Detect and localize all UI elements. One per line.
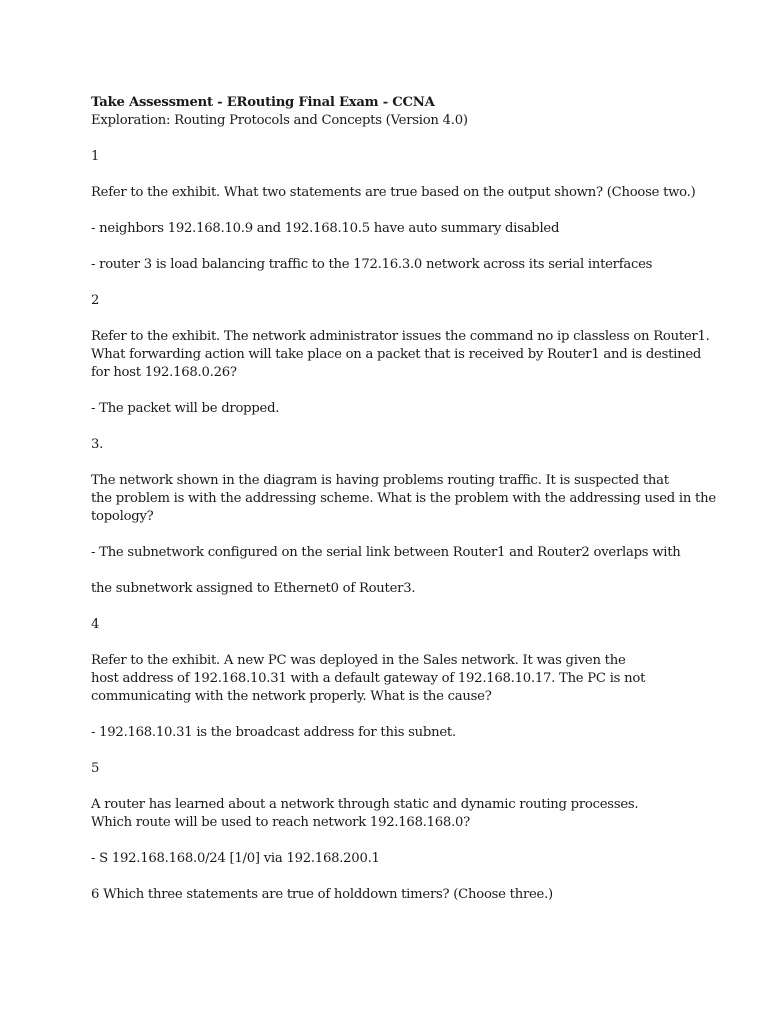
question-number: 1 xyxy=(91,149,100,164)
answer-text: - router 3 is load balancing traffic to the 172.16.3.0 network across its serial interfaces xyxy=(91,257,653,272)
question-text: Refer to the exhibit. What two statements are true based on the output shown? (Choose two.) xyxy=(91,185,696,200)
answer-text: - S 192.168.168.0/24 [1/0] via 192.168.200.1 xyxy=(91,851,380,866)
question-text: What forwarding action will take place on a packet that is received by Router1 and is destined xyxy=(91,347,702,362)
answer-text: - The subnetwork configured on the serial link between Router1 and Router2 overlaps with xyxy=(91,545,681,560)
question-number: 5 xyxy=(91,761,100,776)
document-title: Take Assessment - ERouting Final Exam - CCNA xyxy=(91,95,435,110)
question-number: 3. xyxy=(91,437,104,452)
question-text: host address of 192.168.10.31 with a default gateway of 192.168.10.17. The PC is not xyxy=(91,671,646,686)
question-text: 6 Which three statements are true of holddown timers? (Choose three.) xyxy=(91,887,553,902)
question-text: the problem is with the addressing scheme. What is the problem with the addressing used in the xyxy=(91,491,716,506)
answer-text: - neighbors 192.168.10.9 and 192.168.10.5 have auto summary disabled xyxy=(91,221,560,236)
question-text: Which route will be used to reach network 192.168.168.0? xyxy=(91,815,470,830)
document-subtitle: Exploration: Routing Protocols and Concepts (Version 4.0) xyxy=(91,113,468,128)
question-text: topology? xyxy=(91,509,154,524)
question-number: 4 xyxy=(91,617,100,632)
question-text: A router has learned about a network through static and dynamic routing processes. xyxy=(91,797,639,812)
question-text: Refer to the exhibit. The network administrator issues the command no ip classless on Router1. xyxy=(91,329,710,344)
document-page xyxy=(91,94,731,904)
question-text: Refer to the exhibit. A new PC was deployed in the Sales network. It was given the xyxy=(91,653,626,668)
answer-text: - The packet will be dropped. xyxy=(91,401,280,416)
question-text: for host 192.168.0.26? xyxy=(91,365,237,380)
question-text: communicating with the network properly. What is the cause? xyxy=(91,689,492,704)
answer-text: the subnetwork assigned to Ethernet0 of Router3. xyxy=(91,581,416,596)
question-number: 2 xyxy=(91,293,100,308)
answer-text: - 192.168.10.31 is the broadcast address for this subnet. xyxy=(91,725,456,740)
question-text: The network shown in the diagram is having problems routing traffic. It is suspected that xyxy=(91,473,669,488)
